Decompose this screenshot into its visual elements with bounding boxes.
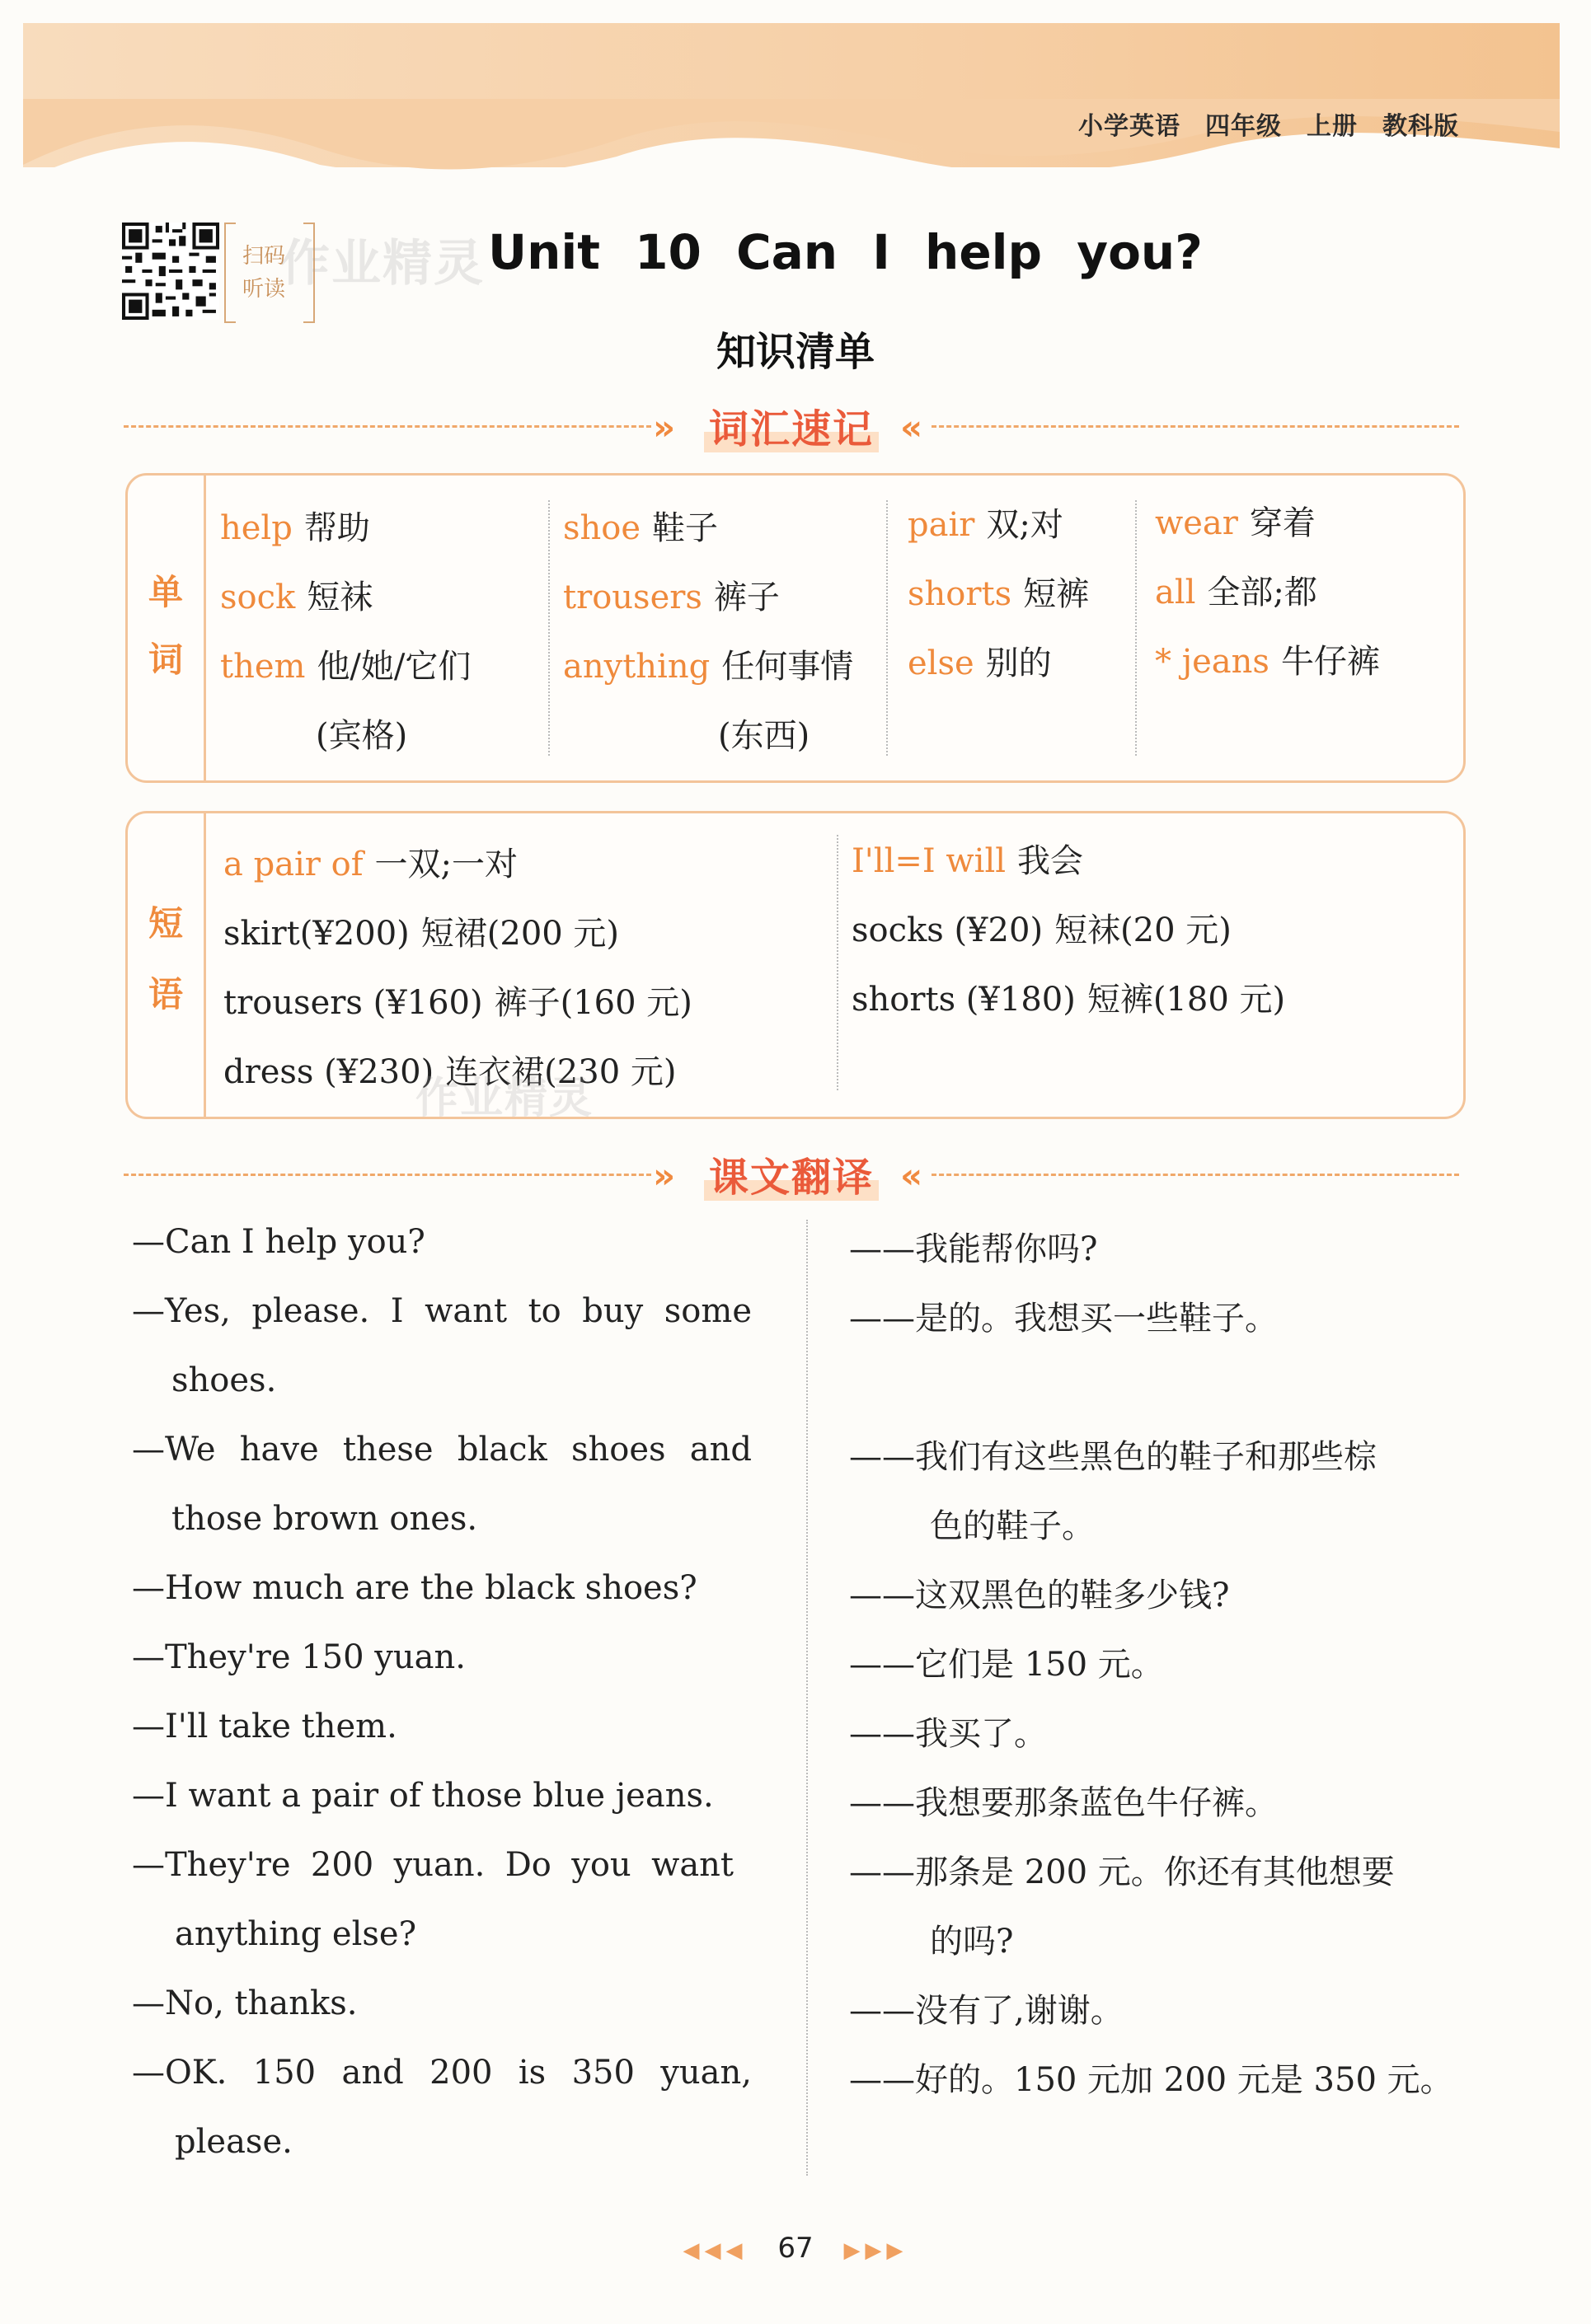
translation-section-divider	[124, 1146, 1459, 1203]
arrow-right-icon: »	[653, 1155, 676, 1196]
series-grade: 四年级	[1205, 112, 1282, 141]
dialogue-en-line: —I'll take them.	[132, 1708, 397, 1745]
word-entry: else 别的	[908, 644, 1052, 682]
word-entry: * jeans 牛仔裤	[1155, 643, 1380, 681]
dialogue-cn-line: ——是的。我想买一些鞋子。	[849, 1300, 1278, 1338]
scan-label-line2: 听读	[242, 277, 286, 302]
unit-title: Unit 10 Can I help you?	[488, 224, 1203, 280]
dialogue-cn-line: ——那条是 200 元。你还有其他想要	[849, 1853, 1395, 1891]
words-side-label	[128, 476, 206, 780]
dialogue-en-line: —Can I help you?	[132, 1223, 425, 1261]
page-footer	[0, 2232, 1591, 2265]
phrases-label-char2: 语	[148, 974, 183, 1014]
dialogue-cn-line: ——我们有这些黑色的鞋子和那些棕	[849, 1438, 1377, 1476]
watermark-mid: 作业精灵	[415, 1074, 594, 1123]
word-entry: all 全部;都	[1155, 574, 1317, 611]
arrow-right-icon: »	[653, 407, 676, 447]
dialogue-en-line: —How much are the black shoes?	[132, 1569, 697, 1607]
word-entry: them 他/她/它们	[220, 648, 472, 686]
column-divider	[1135, 500, 1137, 756]
dialogue-en-line: those brown ones.	[171, 1500, 478, 1538]
bracket-left	[224, 223, 236, 323]
word-entry: shoe 鞋子	[563, 509, 719, 547]
word-entry: pair 双;对	[908, 506, 1063, 544]
series-volume: 上册	[1307, 112, 1358, 141]
word-entry: anything 任何事情	[563, 648, 854, 686]
phrase-entry: skirt(¥200) 短裙(200 元)	[223, 915, 620, 953]
scan-label-line1: 扫码	[242, 244, 286, 269]
dialogue-en-line: shoes.	[171, 1361, 277, 1399]
series-subject: 小学英语	[1078, 112, 1180, 141]
dialogue-en-line: —Yes, please. I want to buy some	[132, 1292, 752, 1330]
dialogue-cn-line: ——它们是 150 元。	[849, 1646, 1164, 1684]
column-divider	[837, 835, 838, 1090]
phrase-entry: a pair of 一双;一对	[223, 846, 519, 883]
dialogue-en-line: —We have these black shoes and	[132, 1431, 752, 1469]
dialogue-cn-line: ——我买了。	[849, 1715, 1047, 1753]
page-number: 67	[777, 2232, 814, 2265]
dialogue-en-line: please.	[175, 2123, 293, 2161]
word-entry: shorts 短裤	[908, 575, 1090, 613]
words-label-char2: 词	[148, 640, 183, 680]
dialogue-en-line: —No, thanks.	[132, 1984, 358, 2022]
phrase-entry: trousers (¥160) 裤子(160 元)	[223, 984, 692, 1022]
word-entry: trousers 裤子	[563, 579, 780, 616]
phrase-entry: socks (¥20) 短袜(20 元)	[852, 911, 1232, 949]
dialogue-cn-line: 的吗?	[930, 1923, 1014, 1961]
column-divider	[886, 500, 888, 756]
divider-line-right	[932, 1174, 1459, 1176]
dialogue-en-line: —I want a pair of those blue jeans.	[132, 1777, 714, 1815]
phrase-entry: I'll=I will 我会	[852, 842, 1084, 880]
dialogue-en-line: anything else?	[175, 1915, 417, 1953]
arrow-left-icon: «	[900, 407, 923, 447]
dialogue-cn-line: 色的鞋子。	[930, 1507, 1095, 1545]
qr-code-icon[interactable]	[122, 223, 219, 320]
word-entry: wear 穿着	[1155, 504, 1316, 542]
watermark-top: 作业精灵	[280, 235, 485, 293]
dialogue-column-divider	[806, 1220, 808, 2176]
phrases-box	[125, 811, 1466, 1119]
phrases-side-label	[128, 813, 206, 1117]
phrase-entry: shorts (¥180) 短裤(180 元)	[852, 981, 1286, 1019]
phrase-entry: dress (¥230) 连衣裙(230 元)	[223, 1053, 677, 1091]
dialogue-en-line: —OK. 150 and 200 is 350 yuan,	[132, 2054, 752, 2092]
dialogue-en-line: —They're 150 yuan.	[132, 1638, 466, 1676]
word-entry: sock 短袜	[220, 579, 373, 616]
word-entry-note: (东西)	[718, 717, 810, 755]
dialogue-cn-line: ——好的。150 元加 200 元是 350 元。	[849, 2061, 1453, 2099]
dialogue-en-line: —They're 200 yuan. Do you want	[132, 1846, 734, 1884]
words-box	[125, 473, 1466, 783]
phrases-label-char1: 短	[148, 903, 183, 944]
page-subtitle: 知识清单	[716, 329, 875, 375]
word-entry: help 帮助	[220, 509, 370, 547]
vocab-section-divider	[124, 397, 1459, 455]
next-page-icon[interactable]: ▶▶▶	[843, 2238, 908, 2263]
dialogue-cn-line: ——这双黑色的鞋多少钱?	[849, 1577, 1230, 1614]
dialogue-cn-line: ——我想要那条蓝色牛仔裤。	[849, 1784, 1278, 1822]
words-label-char1: 单	[148, 572, 183, 612]
arrow-left-icon: «	[900, 1155, 923, 1196]
column-divider	[548, 500, 550, 756]
book-series	[1078, 105, 1459, 142]
dialogue-cn-line: ——没有了,谢谢。	[849, 1992, 1124, 2030]
word-entry-note: (宾格)	[316, 717, 408, 755]
divider-line-right	[932, 425, 1459, 428]
dialogue-cn-line: ——我能帮你吗?	[849, 1230, 1098, 1268]
series-edition: 教科版	[1382, 112, 1459, 141]
translation-section-heading: 课文翻译	[124, 1146, 1459, 1202]
prev-page-icon[interactable]: ◀◀◀	[683, 2238, 748, 2263]
vocab-section-heading: 词汇速记	[124, 397, 1459, 454]
